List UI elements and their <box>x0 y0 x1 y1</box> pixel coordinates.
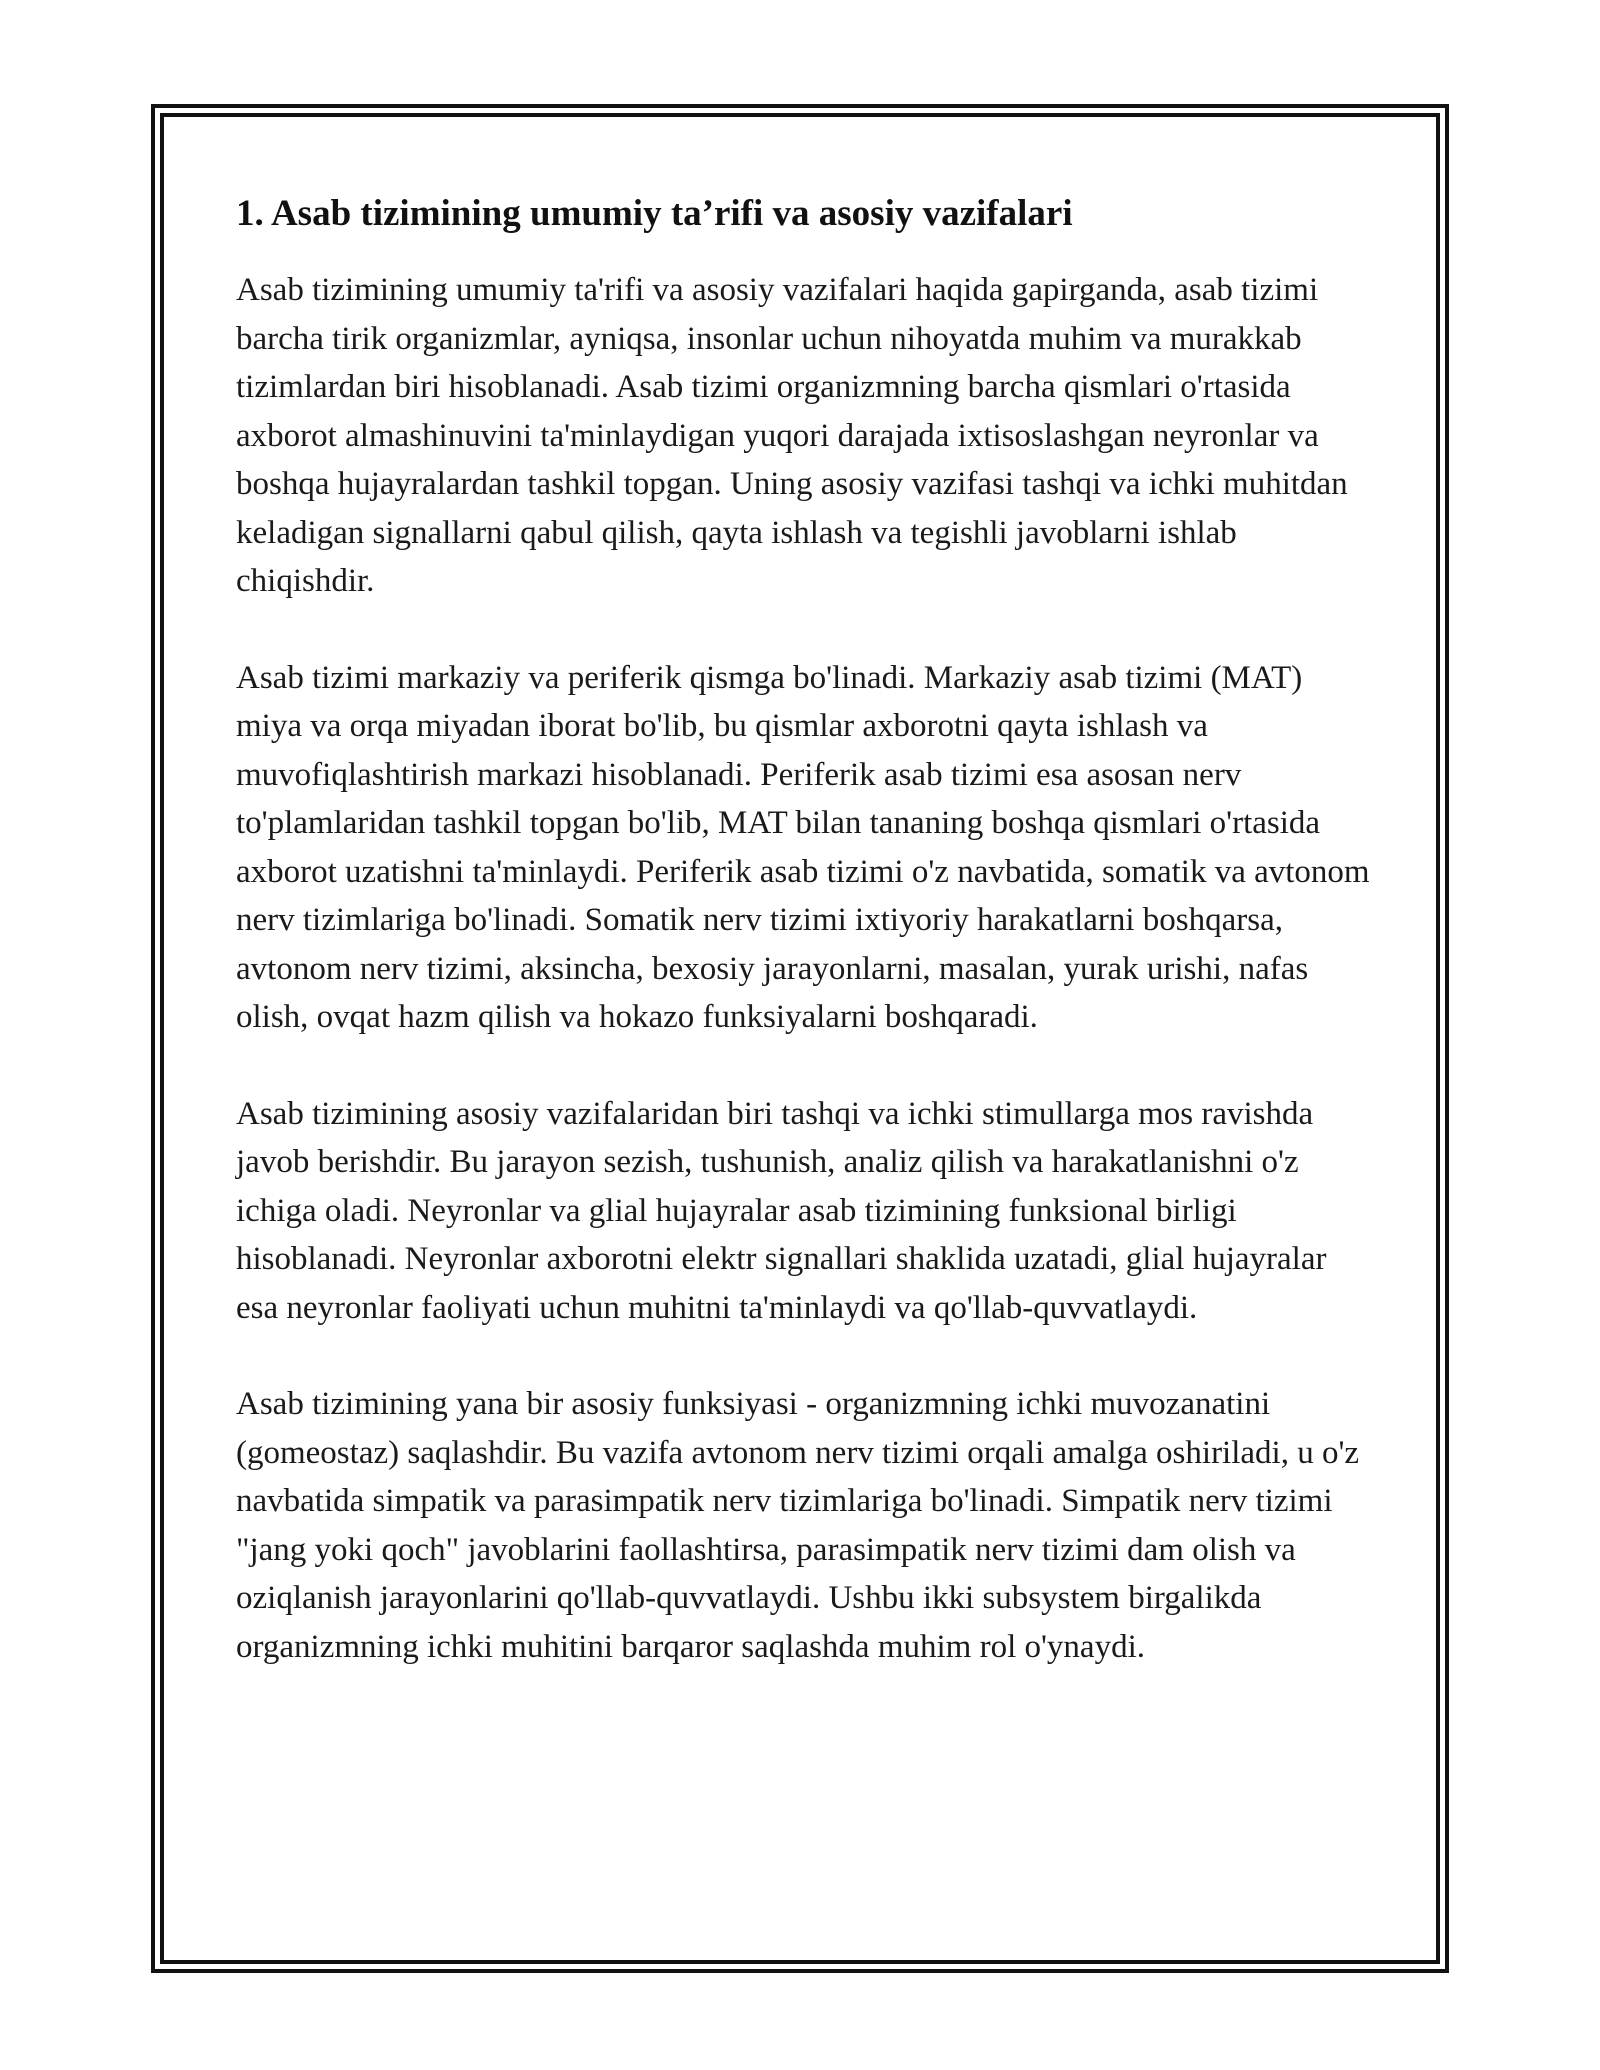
paragraph-2: Asab tizimi markaziy va periferik qismga bo'linadi. Markaziy asab tizimi (MAT) miya va orqa miyadan iborat bo'lib, bu qismlar axborotni qayta ishlash va muvofiqlashtirish markazi hisoblanadi. Periferik asab tizimi esa asosan nerv to'plamlaridan tashkil topgan bo'lib, MAT bilan tananing boshqa qismlari o'rtasida axborot uzatishni ta'minlaydi. Periferik asab tizimi o'z navbatida, somatik va avtonom nerv tizimlariga bo'linadi. Somatik nerv tizimi ixtiyoriy harakatlarni boshqarsa, avtonom nerv tizimi, aksincha, bexosiy jarayonlarni, masalan, yurak urishi, nafas olish, ovqat hazm qilish va hokazo funksiyalarni boshqaradi. <box>236 659 1370 1035</box>
section-heading: 1. Asab tizimining umumiy ta’rifi va asosiy vazifalari <box>236 193 1073 234</box>
paragraph-1: Asab tizimining umumiy ta'rifi va asosiy vazifalari haqida gapirganda, asab tizimi barcha tirik organizmlar, ayniqsa, insonlar uchun nihoyatda muhim va murakkab tizimlardan biri hisoblanadi. Asab tizimi organizmning barcha qismlari o'rtasida axborot almashinuvini ta'minlaydigan yuqori darajada ixtisoslashgan neyronlar va boshqa hujayralardan tashkil topgan. Uning asosiy vazifasi tashqi va ichki muhitdan keladigan signallarni qabul qilish, qayta ishlash va tegishli javoblarni ishlab chiqishdir. <box>236 272 1348 599</box>
paragraph-3: Asab tizimining asosiy vazifalaridan biri tashqi va ichki stimullarga mos ravishda javob berishdir. Bu jarayon sezish, tushunish, analiz qilish va harakatlanishni o'z ichiga oladi. Neyronlar va glial hujayralar asab tizimining funksional birligi hisoblanadi. Neyronlar axborotni elektr signallari shaklida uzatadi, glial hujayralar esa neyronlar faoliyati uchun muhitni ta'minlaydi va qo'llab-quvvatlaydi. <box>236 1095 1327 1326</box>
document-content <box>236 186 1376 1671</box>
paragraph-4: Asab tizimining yana bir asosiy funksiyasi - organizmning ichki muvozanatini (gomeostaz) saqlashdir. Bu vazifa avtonom nerv tizimi orqali amalga oshiriladi, u o'z navbatida simpatik va parasimpatik nerv tizimlariga bo'linadi. Simpatik nerv tizimi "jang yoki qoch" javoblarini faollashtirsa, parasimpatik nerv tizimi dam olish va oziqlanish jarayonlarini qo'llab-quvvatlaydi. Ushbu ikki subsystem birgalikda organizmning ichki muhitini barqaror saqlashda muhim rol o'ynaydi. <box>236 1386 1360 1665</box>
